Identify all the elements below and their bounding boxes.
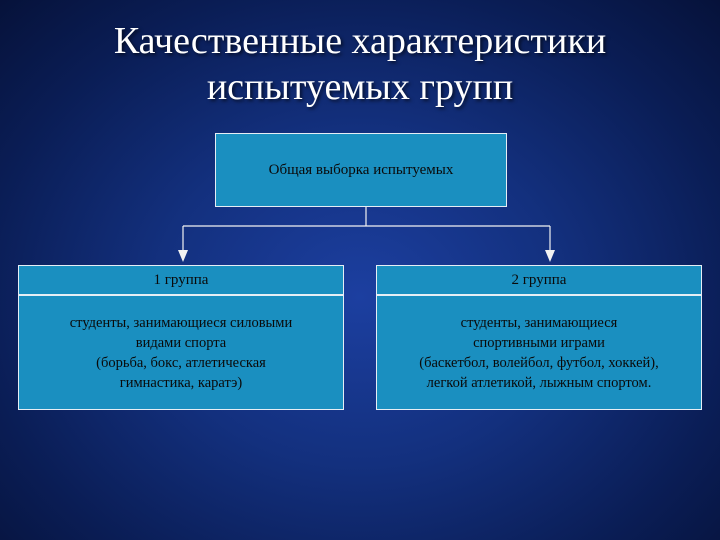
group-2-description xyxy=(376,295,702,410)
group-2-line-4: легкой атлетикой, лыжным спортом. xyxy=(426,374,652,391)
arrowhead-left xyxy=(178,250,188,262)
group-2-line-2: спортивными играми xyxy=(473,334,605,351)
group-1-line-1: студенты, занимающиеся силовыми xyxy=(69,314,293,331)
root-node xyxy=(215,133,507,207)
arrowhead-right xyxy=(545,250,555,262)
group-1-line-3: (борьба, бокс, атлетическая xyxy=(96,354,266,371)
group-2-line-1: студенты, занимающиеся xyxy=(460,314,618,331)
group-1-description xyxy=(18,295,344,410)
group-1-line-4: гимнастика, каратэ) xyxy=(119,374,243,391)
group-2-header-label: 2 группа xyxy=(511,271,567,288)
title-line-2: испытуемых групп xyxy=(206,66,514,108)
title-line-1: Качественные характеристики xyxy=(113,20,607,62)
root-node-label: Общая выборка испытуемых xyxy=(268,161,454,178)
group-1-header-label: 1 группа xyxy=(153,271,209,288)
slide-title xyxy=(0,18,720,110)
group-1-header xyxy=(18,265,344,295)
group-2-line-3: (баскетбол, волейбол, футбол, хоккей), xyxy=(419,354,659,371)
group-1-line-2: видами спорта xyxy=(135,334,227,351)
group-2-header xyxy=(376,265,702,295)
